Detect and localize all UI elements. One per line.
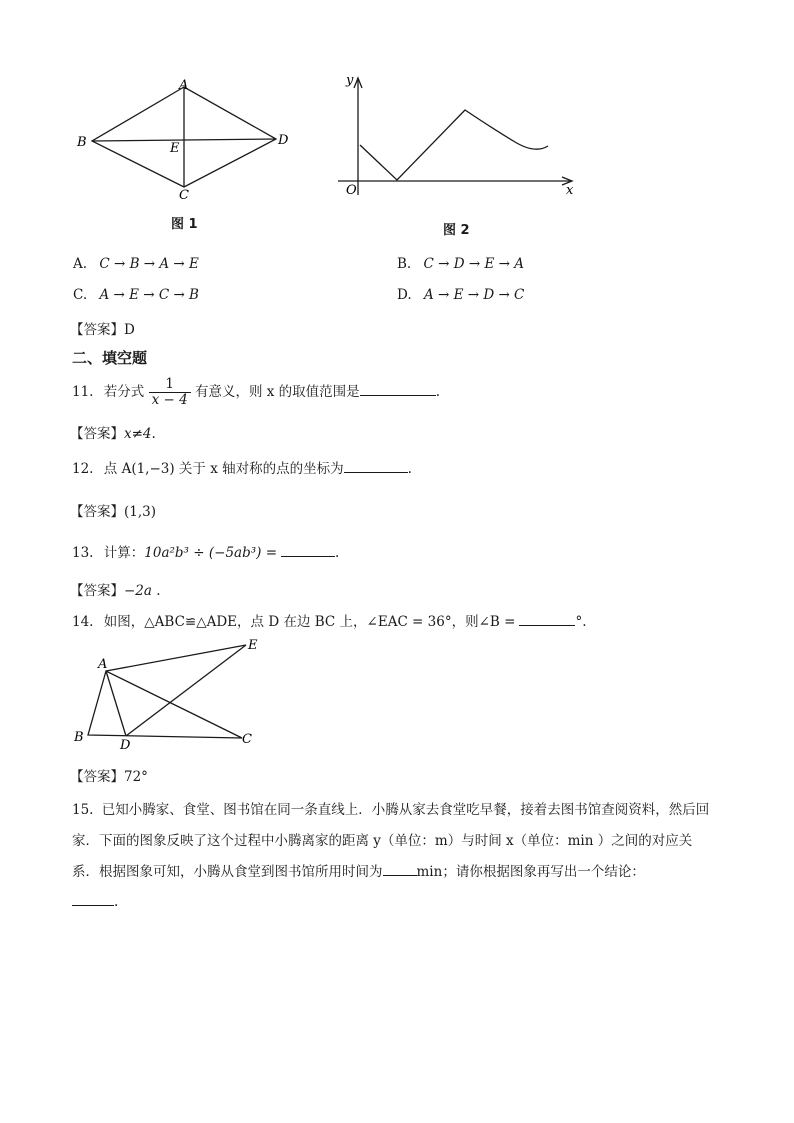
option-b[interactable] <box>397 256 524 272</box>
q11-post: 有意义，则 x 的取值范围是 <box>194 383 360 400</box>
graph-curve <box>360 110 548 180</box>
question-15-line-1 <box>72 798 709 818</box>
q11-end: . <box>435 383 440 400</box>
q13-answer <box>70 579 161 599</box>
section-title: 二、填空题 <box>72 349 148 367</box>
q12-answer-blank[interactable] <box>344 458 408 473</box>
question-14 <box>72 610 586 630</box>
triangle-abc <box>88 671 242 738</box>
q11-answer <box>70 422 156 442</box>
option-d-letter: D. <box>397 287 412 303</box>
question-12 <box>72 457 412 477</box>
point-label-a: A <box>179 78 189 93</box>
figure-q14-triangles <box>70 635 270 755</box>
point-label-e: E <box>170 141 180 156</box>
q12-end: . <box>407 461 412 477</box>
option-a-letter: A. <box>73 256 88 272</box>
q13-answer-blank[interactable] <box>281 542 335 557</box>
q15-line-3b: min；请你根据图象再写出一个结论： <box>416 864 645 880</box>
point-label-d: D <box>278 133 289 148</box>
y-axis-label: y <box>346 73 354 88</box>
option-b-letter: B. <box>397 256 412 272</box>
q15-line-3a: 系．根据图象可知，小腾从食堂到图书馆所用时间为 <box>72 864 383 880</box>
q14-number: 14. <box>72 614 94 630</box>
q14-point-c: C <box>242 732 252 747</box>
q14-point-d: D <box>120 738 131 753</box>
option-c-path: A → E → C → B <box>99 287 199 303</box>
option-d[interactable] <box>397 287 524 303</box>
q11-fraction-denominator: x − 4 <box>151 391 188 408</box>
q10-answer <box>70 318 135 338</box>
origin-label: O <box>346 183 357 198</box>
option-a-path: C → B → A → E <box>99 256 199 272</box>
answer-tag: 【答案】 <box>70 769 124 785</box>
q14-end: °. <box>575 614 587 630</box>
q11-number: 11. <box>72 383 94 400</box>
point-label-b: B <box>77 135 87 150</box>
q14-text: 如图，△ABC≌△ADE，点 D 在边 BC 上，∠EAC = 36°，则∠B = <box>103 614 516 630</box>
option-b-path: C → D → E → A <box>423 256 524 272</box>
answer-tag: 【答案】 <box>70 583 124 599</box>
q13-number: 13. <box>72 545 94 561</box>
q12-answer <box>70 500 156 520</box>
x-axis-label: x <box>566 183 574 198</box>
question-11 <box>72 377 440 408</box>
figure-2-graph <box>330 70 590 205</box>
q15-time-blank[interactable] <box>383 861 417 876</box>
q13-pre: 计算： <box>103 545 145 561</box>
figure-1-rhombus <box>70 75 300 205</box>
q15-line-1-text: 已知小腾家、食堂、图书馆在同一条直线上．小腾从家去食堂吃早餐，接着去图书馆查阅资料，然后回 <box>101 802 710 818</box>
answer-tag: 【答案】 <box>70 426 124 442</box>
q13-expression: 10a²b³ ÷ (−5ab³) = <box>144 545 278 561</box>
q15-number: 15. <box>72 802 94 818</box>
q11-pre: 若分式 <box>103 383 145 400</box>
q14-point-b: B <box>74 730 84 745</box>
option-a[interactable] <box>73 256 199 272</box>
q14-point-a: A <box>98 657 108 672</box>
q13-answer-value: −2a . <box>124 583 161 599</box>
question-15-line-3 <box>72 860 645 880</box>
segment-ae <box>106 645 246 671</box>
segment-de <box>126 645 246 736</box>
q11-fraction-numerator: 1 <box>149 377 191 393</box>
point-label-c: C <box>179 188 189 203</box>
question-13 <box>72 541 339 561</box>
question-15-line-2: 家．下面的图象反映了这个过程中小腾离家的距离 y（单位：m）与时间 x（单位：min ）之间的对应关 <box>72 833 693 849</box>
option-d-path: A → E → D → C <box>423 287 525 303</box>
q11-answer-value: x≠4. <box>124 426 156 442</box>
segment-ad <box>106 671 126 736</box>
q10-answer-value: D <box>124 322 135 338</box>
figure-1-caption: 图 1 <box>171 217 198 232</box>
q15-line-4-end: . <box>114 894 119 910</box>
option-c-letter: C. <box>73 287 88 303</box>
q14-answer-blank[interactable] <box>519 611 575 626</box>
question-15-line-4 <box>72 891 118 910</box>
option-c[interactable] <box>73 287 199 303</box>
answer-tag: 【答案】 <box>70 504 124 520</box>
q11-answer-blank[interactable] <box>360 381 436 396</box>
q14-answer <box>70 765 148 785</box>
q12-answer-value: (1,3) <box>124 504 157 520</box>
q11-fraction <box>149 377 191 408</box>
q15-conclusion-blank[interactable] <box>72 891 114 906</box>
q14-answer-value: 72° <box>124 769 148 785</box>
answer-tag: 【答案】 <box>70 322 124 338</box>
q12-number: 12. <box>72 461 94 477</box>
q12-text: 点 A(1,−3) 关于 x 轴对称的点的坐标为 <box>103 461 344 477</box>
q13-end: . <box>335 545 340 561</box>
q14-point-e: E <box>248 638 258 653</box>
figure-2-caption: 图 2 <box>443 223 470 238</box>
